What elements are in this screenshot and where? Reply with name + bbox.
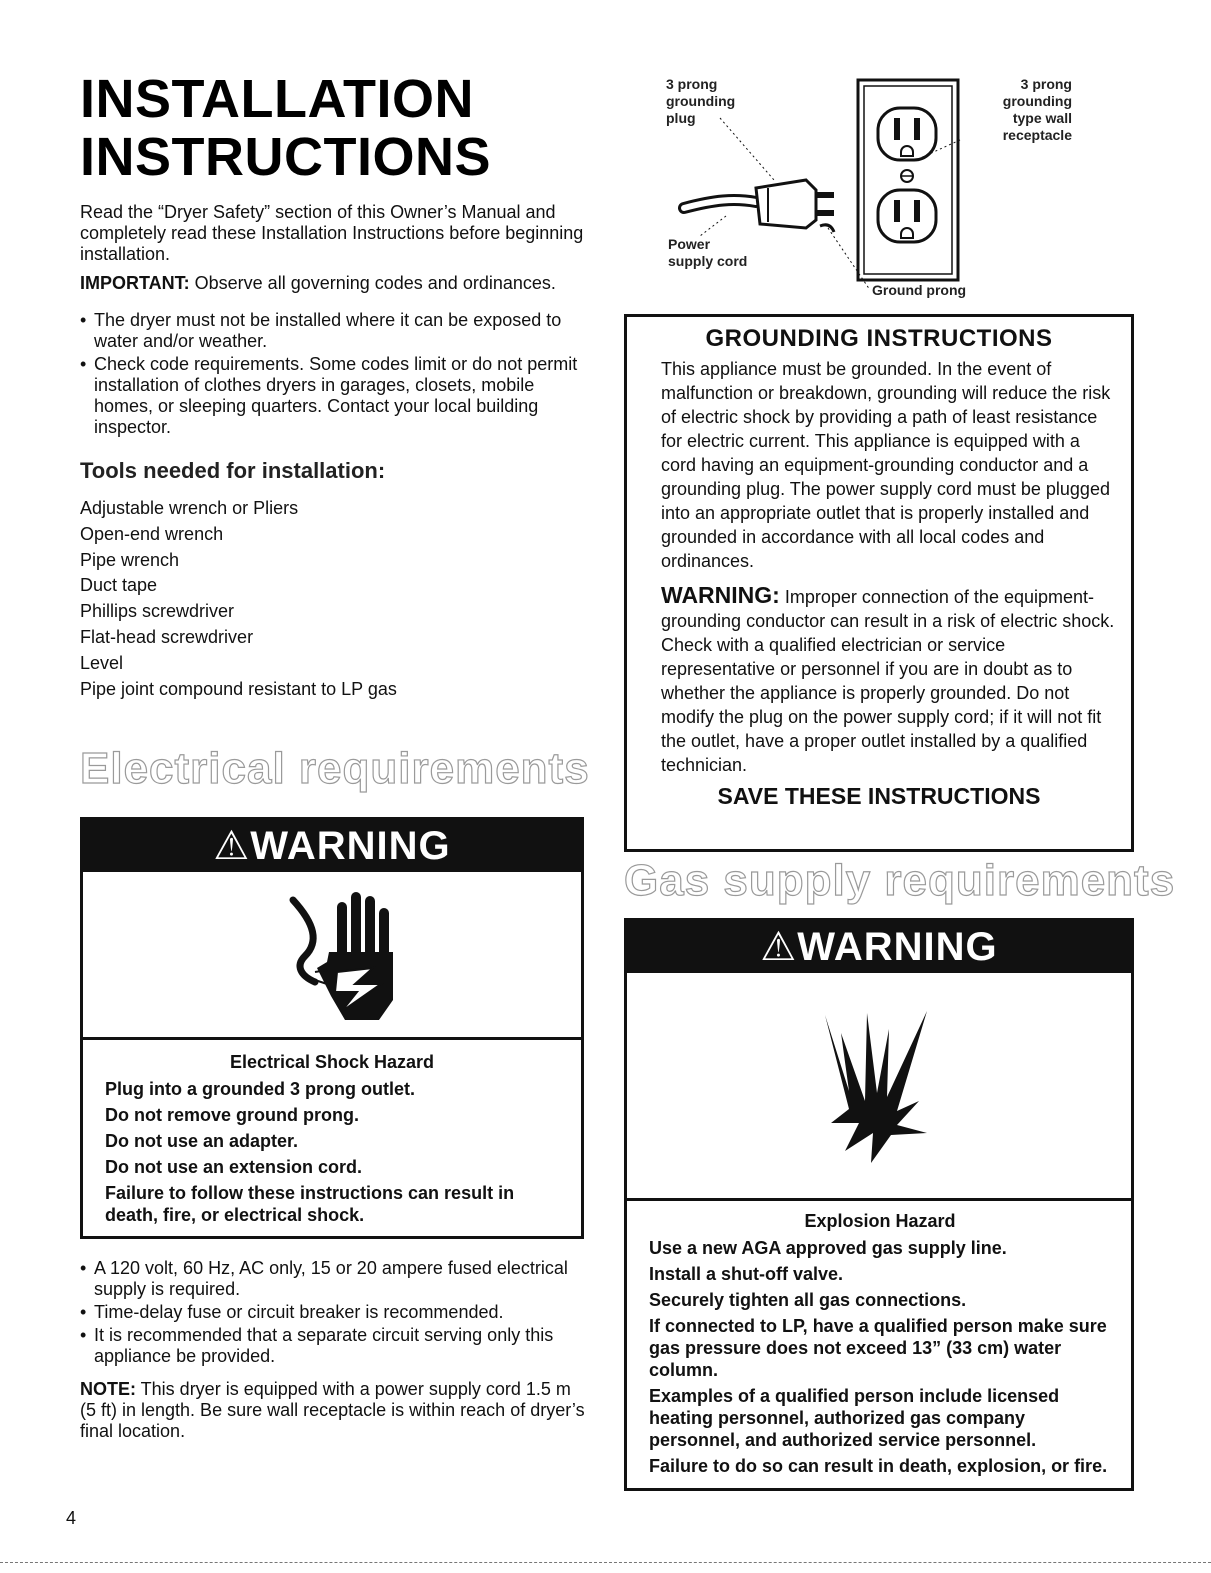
warning-line: Failure to do so can result in death, explosion, or fire. xyxy=(649,1456,1108,1476)
page-number: 4 xyxy=(66,1508,77,1528)
electrical-warning-text xyxy=(83,1040,581,1236)
explosion-hazard-icon-area xyxy=(627,973,1131,1201)
electrical-shock-hand-icon xyxy=(83,872,587,1040)
list-item: • A 120 volt, 60 Hz, AC only, 15 or 20 ampere fused electrical supply is required. xyxy=(80,1258,568,1299)
warning-line: Use a new AGA approved gas supply line. xyxy=(649,1238,1007,1258)
warning-banner-text: WARNING xyxy=(797,925,998,969)
note-text: This dryer is equipped with a power supply cord 1.5 m (5 ft) in length. Be sure wall receptacle is within reach of dryer’s final location. xyxy=(80,1379,585,1441)
warning-banner xyxy=(83,820,581,872)
page-title xyxy=(80,70,588,186)
grounding-body: This appliance must be grounded. In the event of malfunction or breakdown, grounding will reduce the risk of electric shock by providing a path of least resistance for electric current. This appliance is equipped with a cord having an equipment-grounding conductor and a grounding plug. The power supply cord must be plugged into an appropriate outlet that is properly installed and grounded in accordance with all local codes and ordinances. xyxy=(661,359,1111,571)
electrical-requirements-heading: Electrical requirements xyxy=(80,744,590,793)
important-paragraph xyxy=(80,273,588,294)
important-label: IMPORTANT: xyxy=(80,273,190,293)
list-item: Duct tape xyxy=(80,575,158,596)
list-item: • Time-delay fuse or circuit breaker is recommended. xyxy=(80,1302,504,1322)
power-cord-label: Power supply cord xyxy=(668,236,748,269)
plug-label: 3 prong grounding plug xyxy=(666,76,736,126)
electrical-bullet-list xyxy=(80,1258,588,1367)
cord-length-note xyxy=(80,1379,588,1442)
warning-banner xyxy=(627,921,1131,973)
warning-triangle-icon: ⚠ xyxy=(213,824,251,868)
warning-line: Examples of a qualified person include licensed heating personnel, authorized gas company personnel, and authorized service personnel. xyxy=(649,1386,1060,1450)
gas-supply-requirements-heading: Gas supply requirements xyxy=(624,856,1176,905)
warning-line: Plug into a grounded 3 prong outlet. xyxy=(105,1079,415,1099)
list-item: Pipe joint compound resistant to LP gas xyxy=(80,678,397,699)
hazard-title: Electrical Shock Hazard xyxy=(229,1052,435,1072)
receptacle-label: 3 prong grounding type wall receptacle xyxy=(1002,76,1072,143)
important-text: Observe all governing codes and ordinances. xyxy=(189,273,556,293)
warning-line: Do not use an adapter. xyxy=(105,1131,299,1151)
grounding-warning-text: Improper connection of the equipment-grounding conductor can result in a risk of electric shock. Check with a qualified electrician or service representative or personnel if you are in doubt as to whether the appliance is properly grounded. Do not modify the plug on the power supply cord; if it will not fit the outlet, have a proper outlet installed by a qualified technician. xyxy=(661,587,1115,775)
save-instructions: SAVE THESE INSTRUCTIONS xyxy=(717,783,1041,809)
warning-line: Failure to follow these instructions can result in death, fire, or electrical shock. xyxy=(105,1183,515,1225)
tools-heading: Tools needed for installation: xyxy=(80,458,386,483)
intro-paragraph: Read the “Dryer Safety” section of this Owner’s Manual and completely read these Installation Instructions before beginning installation. xyxy=(80,202,584,264)
warning-line: Install a shut-off valve. xyxy=(649,1264,844,1284)
tools-list xyxy=(80,496,588,702)
shock-hazard-icon-area xyxy=(83,872,581,1040)
warning-banner-text: WARNING xyxy=(250,824,451,868)
note-label: NOTE: xyxy=(80,1379,136,1399)
warning-triangle-icon: ⚠ xyxy=(760,925,798,969)
list-item: Pipe wrench xyxy=(80,549,180,570)
hazard-title: Explosion Hazard xyxy=(804,1211,956,1231)
list-item: Phillips screwdriver xyxy=(80,601,235,622)
list-item: Adjustable wrench or Pliers xyxy=(80,498,299,518)
location-bullet-list xyxy=(80,310,588,438)
gas-warning-box xyxy=(624,918,1134,1491)
grounding-title: GROUNDING INSTRUCTIONS xyxy=(705,325,1053,352)
ground-prong-label: Ground prong xyxy=(872,282,967,298)
warning-line: If connected to LP, have a qualified person make sure gas pressure does not exceed 13” (33 cm) water column. xyxy=(649,1316,1107,1380)
list-item: Open-end wrench xyxy=(80,523,224,544)
grounding-warning-label: WARNING: xyxy=(661,582,780,608)
electrical-warning-box xyxy=(80,817,584,1239)
grounding-warning xyxy=(661,583,1117,777)
page-bottom-divider xyxy=(0,1562,1211,1563)
list-item: • Check code requirements. Some codes limit or do not permit installation of clothes dryers in garages, closets, mobile homes, or sleeping quarters. Contact your local building inspector. xyxy=(80,354,578,437)
warning-line: Do not use an extension cord. xyxy=(105,1157,363,1177)
list-item: Level xyxy=(80,652,124,673)
left-column xyxy=(80,70,588,702)
grounding-instructions-box xyxy=(624,314,1134,852)
list-item: • It is recommended that a separate circuit serving only this appliance be provided. xyxy=(80,1325,554,1366)
list-item: • The dryer must not be installed where it can be exposed to water and/or weather. xyxy=(80,310,562,351)
list-item: Flat-head screwdriver xyxy=(80,626,254,647)
warning-line: Securely tighten all gas connections. xyxy=(649,1290,967,1310)
explosion-icon xyxy=(627,973,1137,1201)
warning-line: Do not remove ground prong. xyxy=(105,1105,359,1125)
electrical-requirements-list xyxy=(80,1258,588,1442)
page-title-line1: INSTALLATION xyxy=(80,69,474,129)
gas-warning-text xyxy=(627,1201,1131,1487)
page-title-line2: INSTRUCTIONS xyxy=(80,127,491,187)
plug-receptacle-diagram xyxy=(664,70,1084,306)
